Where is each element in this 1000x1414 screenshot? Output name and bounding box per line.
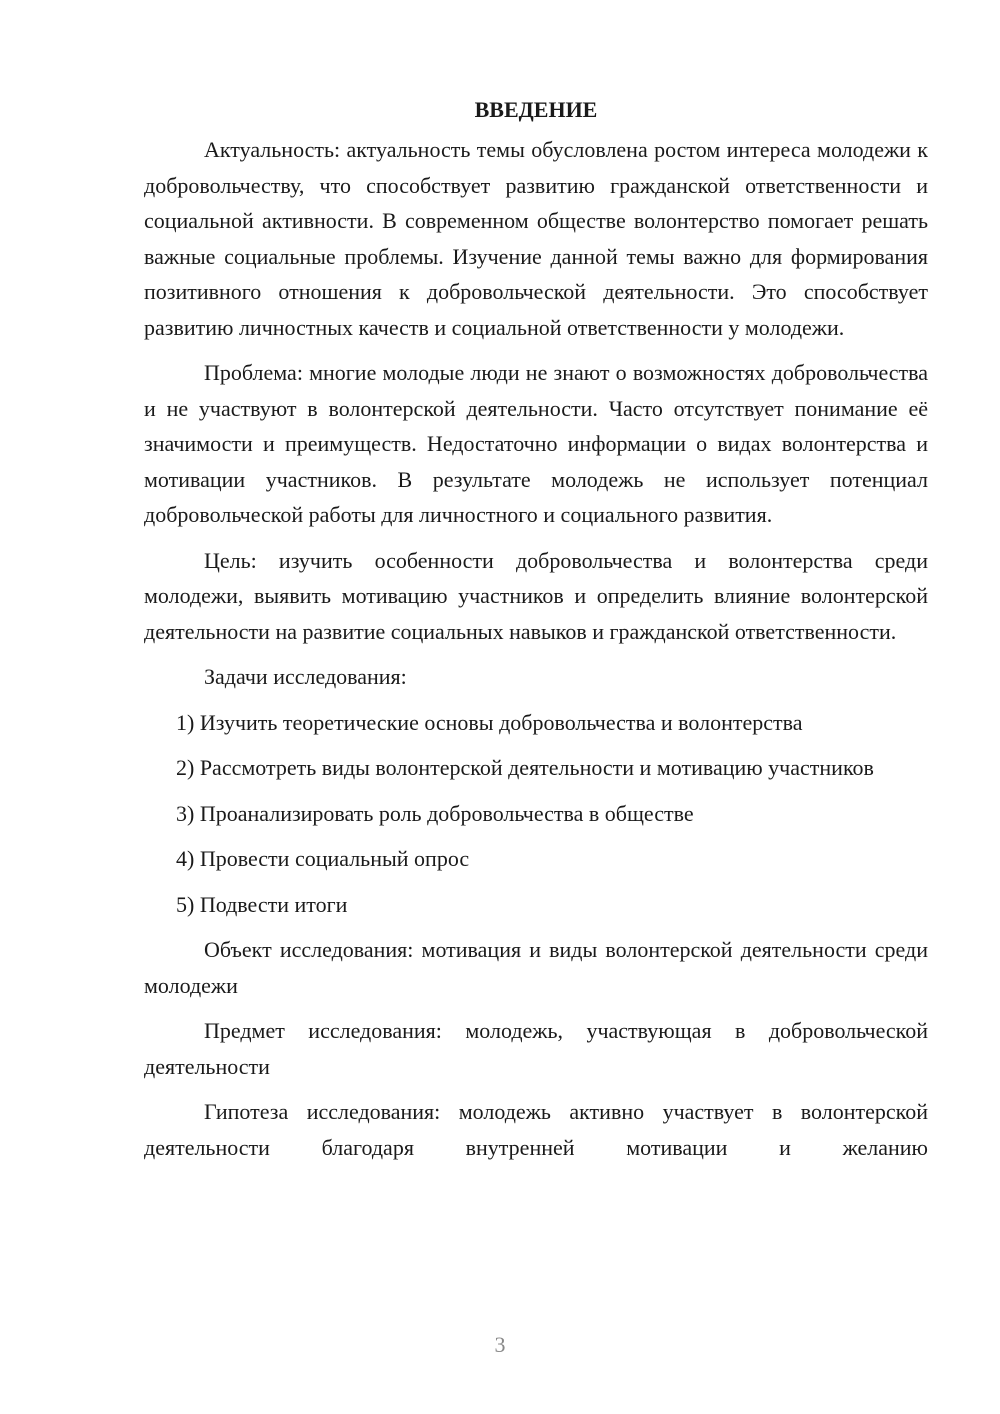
problem-paragraph: Проблема: многие молодые люди не знают о возможностях добровольчества и не участвуют в волонтерской деятельности. Часто отсутствует понимание её значимости и преимуществ. Недостаточно информации о видах волонтерства и мотивации участников. В результате молодежь не использует потенциал добровольческой работы для личностного и социального развития. (144, 360, 928, 527)
task-item-5: 5) Подвести итоги (176, 891, 348, 917)
goal-paragraph: Цель: изучить особенности добровольчества и волонтерства среди молодежи, выявить мотивацию участников и определить влияние волонтерской деятельности на развитие социальных навыков и гражданской ответственности. (144, 547, 928, 644)
section-title: ВВЕДЕНИЕ (474, 97, 598, 122)
task-item-1: 1) Изучить теоретические основы добровольчества и волонтерства (176, 709, 803, 735)
relevance-paragraph: Актуальность: актуальность темы обусловлена ростом интереса молодежи к добровольчеству, что способствует развитию гражданской ответственности и социальной активности. В современном обществе волонтерство помогает решать важные социальные проблемы. Изучение данной темы важно для формирования позитивного отношения к добровольческой деятельности. Это способствует развитию личностных качеств и социальной ответственности у молодежи. (144, 137, 928, 340)
task-item-4: 4) Провести социальный опрос (176, 846, 470, 871)
task-item-3: 3) Проанализировать роль добровольчества в обществе (176, 800, 694, 826)
subject-paragraph: Предмет исследования: молодежь, участвующая в добровольческой деятельности (144, 1018, 928, 1079)
page-number: 3 (494, 1332, 506, 1357)
task-item-2: 2) Рассмотреть виды волонтерской деятельности и мотивацию участников (176, 755, 874, 780)
tasks-heading: Задачи исследования: (204, 664, 407, 689)
hypothesis-paragraph: Гипотеза исследования: молодежь активно участвует в волонтерской деятельности благодаря внутренней мотивации и желанию (144, 1099, 928, 1160)
document-page (144, 88, 928, 1175)
object-paragraph: Объект исследования: мотивация и виды волонтерской деятельности среди молодежи (144, 937, 928, 998)
